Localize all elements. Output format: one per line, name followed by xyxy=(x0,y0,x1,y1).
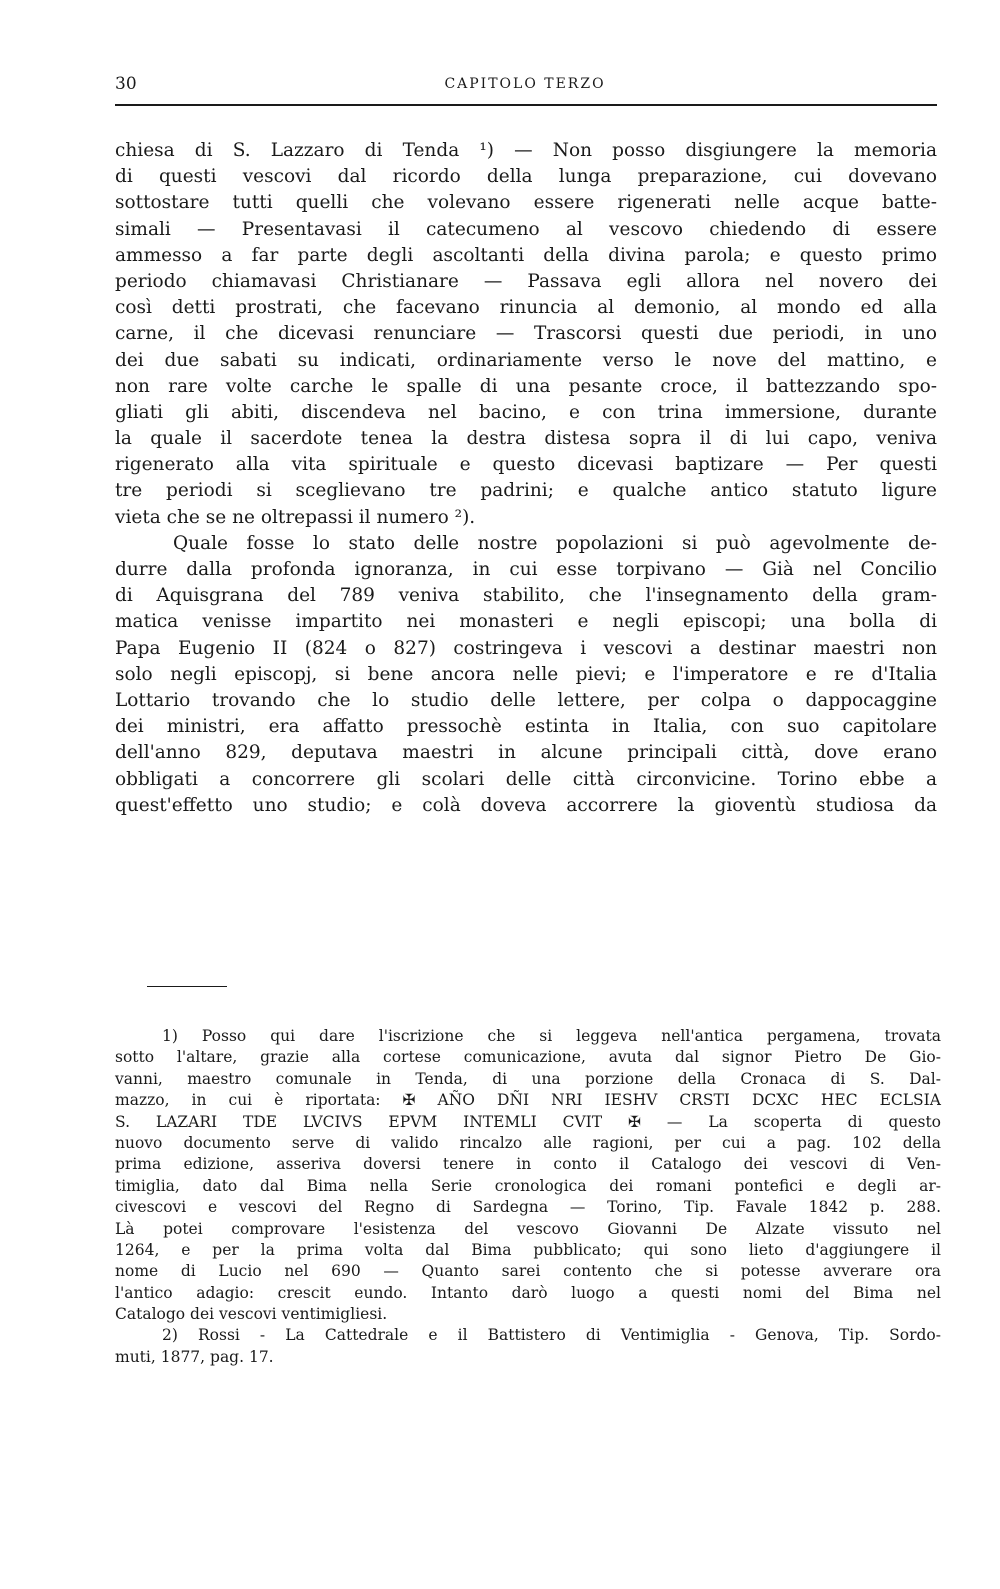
footnote-line: muti, 1877, pag. 17. xyxy=(115,1347,274,1366)
text-line: dell'anno 829, deputava maestri in alcune principali città, dove erano xyxy=(115,742,937,764)
text-line: dei due sabati su indicati, ordinariamente verso le nove del mattino, e xyxy=(115,349,937,371)
text-line: Papa Eugenio II (824 o 827) costringeva i vescovi a destinar maestri non xyxy=(115,637,937,659)
text-line: solo negli episcopj, si bene ancora nelle pievi; e l'imperatore e re d'Italia xyxy=(115,663,937,685)
text-line: obbligati a concorrere gli scolari delle città circonvicine. Torino ebbe a xyxy=(115,768,937,790)
footnote-line: prima edizione, asseriva doversi tenere in conto il Catalogo dei vescovi di Ven- xyxy=(115,1155,941,1174)
footnote-line: nuovo documento serve di valido rincalzo alle ragioni, per cui a pag. 102 della xyxy=(115,1133,941,1152)
page-number: 30 xyxy=(115,74,137,94)
footnote-line: Là potei comprovare l'esistenza del vescovo Giovanni De Alzate vissuto nel xyxy=(115,1219,941,1238)
running-head: CAPITOLO TERZO xyxy=(444,76,606,92)
text-line: carne, il che dicevasi renunciare — Trascorsi questi due periodi, in uno xyxy=(115,323,937,345)
text-line: di questi vescovi dal ricordo della lunga preparazione, cui dovevano xyxy=(115,166,937,188)
footnote-line: civescovi e vescovi del Regno di Sardegna — Torino, Tip. Favale 1842 p. 288. xyxy=(115,1198,941,1217)
footnote-line: timiglia, dato dal Bima nella Serie cronologica dei romani pontefici e degli ar- xyxy=(115,1176,941,1195)
text-line: rigenerato alla vita spirituale e questo dicevasi baptizare — Per questi xyxy=(115,454,937,476)
text-line: dei ministri, era affatto pressochè estinta in Italia, con suo capitolare xyxy=(115,716,937,738)
footnote-line: sotto l'altare, grazie alla cortese comunicazione, avuta dal signor Pietro De Gio- xyxy=(115,1048,941,1067)
footnote-line: S. LAZARI TDE LVCIVS EPVM INTEMLI CVIT ✠ — La scoperta di questo xyxy=(115,1112,941,1131)
footnote-line: 1264, e per la prima volta dal Bima pubblicato; qui sono lieto d'aggiungere il xyxy=(115,1240,941,1259)
footnote-line: mazzo, in cui è riportata: ✠ AÑO DÑI NRI IESHV CRSTI DCXC HEC ECLSIA xyxy=(115,1091,941,1110)
header-rule xyxy=(115,104,937,106)
text-line: Quale fosse lo stato delle nostre popolazioni si può agevolmente de- xyxy=(173,532,937,554)
footnote-line: 2) Rossi - La Cattedrale e il Battistero di Ventimiglia - Genova, Tip. Sordo- xyxy=(162,1326,941,1345)
text-line: quest'effetto uno studio; e colà doveva accorrere la gioventù studiosa da xyxy=(115,794,937,816)
footnote-line: vanni, maestro comunale in Tenda, di una porzione della Cronaca di S. Dal- xyxy=(115,1069,941,1088)
text-line: durre dalla profonda ignoranza, in cui esse torpivano — Già nel Concilio xyxy=(115,559,937,580)
footnote-line: Catalogo dei vescovi ventimigliesi. xyxy=(115,1305,388,1324)
text-line: periodo chiamavasi Christianare — Passava egli allora nel novero dei xyxy=(115,270,937,292)
text-line: così detti prostrati, che facevano rinuncia al demonio, al mondo ed alla xyxy=(115,297,937,319)
text-line: di Aquisgrana del 789 veniva stabilito, che l'insegnamento della gram- xyxy=(115,585,937,607)
footnote-line: nome di Lucio nel 690 — Quanto sarei contento che si potesse avverare ora xyxy=(115,1262,941,1281)
footnote-line: 1) Posso qui dare l'iscrizione che si leggeva nell'antica pergamena, trovata xyxy=(162,1027,941,1045)
text-line: vieta che se ne oltrepassi il numero ²). xyxy=(115,506,476,528)
footnote-rule xyxy=(147,986,227,987)
footnotes xyxy=(115,1026,941,1368)
page-header xyxy=(115,74,935,102)
text-line: non rare volte carche le spalle di una pesante croce, il battezzando spo- xyxy=(115,375,937,397)
text-line: matica venisse impartito nei monasteri e negli episcopi; una bolla di xyxy=(115,611,937,633)
main-text xyxy=(115,138,937,819)
text-line: sottostare tutti quelli che volevano essere rigenerati nelle acque batte- xyxy=(115,192,937,214)
text-line: la quale il sacerdote tenea la destra distesa sopra il di lui capo, veniva xyxy=(115,428,937,450)
text-line: ammesso a far parte degli ascoltanti della divina parola; e questo primo xyxy=(115,244,937,266)
text-line: tre periodi si sceglievano tre padrini; e qualche antico statuto ligure xyxy=(115,480,937,502)
footnote-line: l'antico adagio: crescit eundo. Intanto darò luogo a questi nomi del Bima nel xyxy=(115,1283,941,1302)
text-line: chiesa di S. Lazzaro di Tenda ¹) — Non posso disgiungere la memoria xyxy=(115,140,937,161)
text-line: simali — Presentavasi il catecumeno al vescovo chiedendo di essere xyxy=(115,218,937,240)
text-line: Lottario trovando che lo studio delle lettere, per colpa o dappocaggine xyxy=(115,689,937,711)
text-line: gliati gli abiti, discendeva nel bacino, e con trina immersione, durante xyxy=(115,401,937,423)
